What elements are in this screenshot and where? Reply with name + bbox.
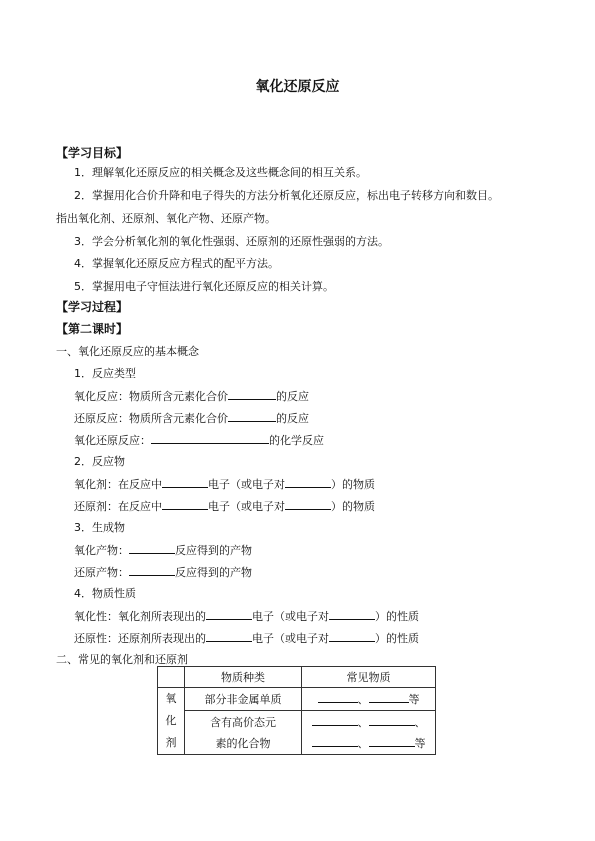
reducing-line <box>74 631 419 646</box>
oxidation-suffix: 的反应 <box>276 390 309 403</box>
products-heading: 3．生成物 <box>74 521 125 534</box>
red-product-line <box>74 565 252 580</box>
objective-item-5: 5．掌握用电子守恒法进行氧化还原反应的相关计算。 <box>74 280 334 293</box>
oxidant-blank-2[interactable] <box>285 477 331 488</box>
row2-sep-3: 、 <box>357 736 369 750</box>
row2-sep-2: 、 <box>414 715 426 729</box>
row1-blank-1[interactable] <box>318 692 358 703</box>
row2-blank-3[interactable] <box>312 736 358 747</box>
row2-type-line2: 素的化合物 <box>215 736 271 750</box>
table-row <box>158 711 436 755</box>
reducing-text-c: ）的性质 <box>375 632 419 645</box>
oxidant-line <box>74 477 375 492</box>
table-header-row <box>158 667 436 688</box>
row1-blank-2[interactable] <box>369 692 409 703</box>
row1-common <box>302 688 436 711</box>
row2-end: 等 <box>414 736 426 750</box>
ox-product-text-b: 反应得到的产物 <box>175 544 252 557</box>
oxidant-group-cell <box>158 688 185 755</box>
group-char-3: 剂 <box>165 736 177 749</box>
header-common-substances: 常见物质 <box>302 667 436 688</box>
reaction-type-heading: 1．反应类型 <box>74 367 136 380</box>
oxidant-text-c: ）的物质 <box>331 478 375 491</box>
group-char-2: 化 <box>165 714 177 727</box>
row2-sep-1: 、 <box>357 715 369 729</box>
row2-common <box>302 711 436 755</box>
table-row <box>158 688 436 711</box>
reduction-prefix: 还原反应：物质所含元素化合价 <box>74 412 228 425</box>
row1-sep: 、 <box>357 693 369 706</box>
redox-reaction-line <box>74 433 324 448</box>
reactants-heading: 2．反应物 <box>74 455 125 468</box>
oxidation-blank[interactable] <box>228 389 276 400</box>
redox-suffix: 的化学反应 <box>269 434 324 447</box>
group-char-1: 氧 <box>165 692 177 705</box>
row2-type <box>185 711 302 755</box>
process-heading: 【学习过程】 <box>56 300 129 314</box>
reductant-text-b: 电子（或电子对 <box>208 500 285 513</box>
reductant-text-a: 还原剂：在反应中 <box>74 500 162 513</box>
red-product-text-b: 反应得到的产物 <box>175 566 252 579</box>
objective-item-4: 4．掌握氧化还原反应方程式的配平方法。 <box>74 257 279 270</box>
lesson-heading: 【第二课时】 <box>56 322 129 336</box>
section1-heading: 一、氧化还原反应的基本概念 <box>56 345 199 358</box>
oxidant-text-a: 氧化剂：在反应中 <box>74 478 162 491</box>
objective-item-3: 3．学会分析氧化剂的氧化性强弱、还原剂的还原性强弱的方法。 <box>74 235 389 248</box>
reducing-blank-2[interactable] <box>329 631 375 642</box>
red-product-text-a: 还原产物： <box>74 566 129 579</box>
properties-heading: 4．物质性质 <box>74 587 136 600</box>
objective-item-1: 1．理解氧化还原反应的相关概念及这些概念间的相互关系。 <box>74 166 367 179</box>
oxidizing-text-a: 氧化性：氧化剂所表现出的 <box>74 610 206 623</box>
ox-product-text-a: 氧化产物： <box>74 544 129 557</box>
ox-product-blank[interactable] <box>129 543 175 554</box>
objective-item-2-cont: 指出氧化剂、还原剂、氧化产物、还原产物。 <box>56 212 276 225</box>
row1-type: 部分非金属单质 <box>185 688 302 711</box>
oxidant-blank-1[interactable] <box>162 477 208 488</box>
row2-type-line1: 含有高价态元 <box>210 715 276 729</box>
reducing-text-a: 还原性：还原剂所表现出的 <box>74 632 206 645</box>
reduction-reaction-line <box>74 411 309 426</box>
reductant-text-c: ）的物质 <box>331 500 375 513</box>
reductant-blank-2[interactable] <box>285 499 331 510</box>
redox-prefix: 氧化还原反应： <box>74 434 151 447</box>
row2-blank-2[interactable] <box>369 715 415 726</box>
header-substance-type: 物质种类 <box>185 667 302 688</box>
oxidant-table <box>157 666 436 755</box>
row2-blank-1[interactable] <box>312 715 358 726</box>
red-product-blank[interactable] <box>129 565 175 576</box>
redox-blank[interactable] <box>151 433 269 444</box>
oxidant-text-b: 电子（或电子对 <box>208 478 285 491</box>
reduction-suffix: 的反应 <box>276 412 309 425</box>
objectives-heading: 【学习目标】 <box>56 146 129 160</box>
reductant-blank-1[interactable] <box>162 499 208 510</box>
page-title: 氧化还原反应 <box>255 79 340 95</box>
oxidation-reaction-line <box>74 389 309 404</box>
row2-blank-4[interactable] <box>369 736 415 747</box>
row1-end: 等 <box>408 693 420 706</box>
ox-product-line <box>74 543 252 558</box>
reduction-blank[interactable] <box>228 411 276 422</box>
oxidation-prefix: 氧化反应：物质所含元素化合价 <box>74 390 228 403</box>
oxidizing-blank-1[interactable] <box>206 609 252 620</box>
row2-common-line2 <box>302 733 435 754</box>
section2-heading: 二、常见的氧化剂和还原剂 <box>56 653 188 666</box>
objective-item-2: 2．掌握用化合价升降和电子得失的方法分析氧化还原反应，标出电子转移方向和数目。 <box>74 189 499 202</box>
row2-common-line1 <box>302 712 435 733</box>
table-corner-cell <box>158 667 185 688</box>
reducing-text-b: 电子（或电子对 <box>252 632 329 645</box>
oxidizing-text-c: ）的性质 <box>375 610 419 623</box>
reducing-blank-1[interactable] <box>206 631 252 642</box>
oxidizing-blank-2[interactable] <box>329 609 375 620</box>
oxidizing-text-b: 电子（或电子对 <box>252 610 329 623</box>
reductant-line <box>74 499 375 514</box>
oxidizing-line <box>74 609 419 624</box>
